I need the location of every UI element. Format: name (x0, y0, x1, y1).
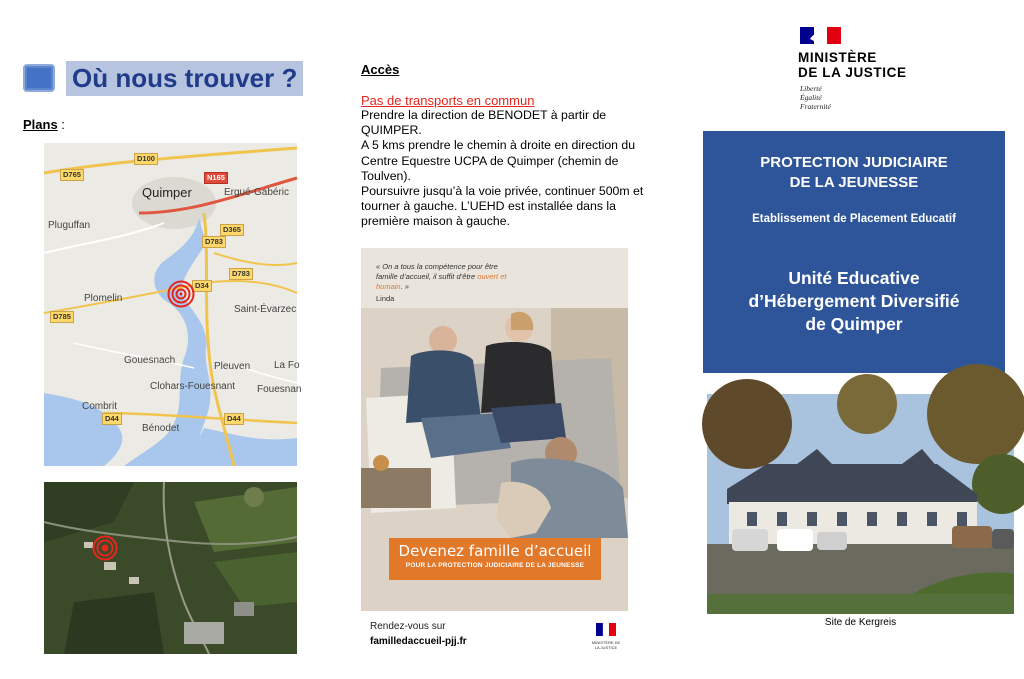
road-badge: D783 (202, 236, 226, 248)
poster-author: Linda (376, 294, 395, 303)
poster-banner-title: Devenez famille d’accueil (398, 542, 592, 560)
satellite-map[interactable] (44, 482, 297, 654)
road-map[interactable] (44, 143, 302, 466)
pjj-heading: PROTECTION JUDICIAIRE DE LA JEUNESSE (760, 154, 948, 191)
map-place-label: Pluguffan (48, 220, 91, 231)
site-photo (707, 394, 1014, 614)
road-badge: D44 (224, 413, 244, 425)
road-badge: D783 (229, 268, 253, 280)
plans-label (23, 117, 65, 132)
ministry-name (798, 50, 907, 80)
map-place-label: Saint-Évarzec (234, 304, 297, 315)
section-title: Où nous trouver ? (66, 61, 303, 96)
road-badge: D765 (60, 169, 84, 181)
map-place-label: La Fo (274, 360, 300, 371)
motto-liberte: Liberté (800, 84, 822, 93)
poster-banner-subtitle: POUR LA PROTECTION JUDICIAIRE DE LA JEUNESSE (405, 562, 585, 569)
map-place-label: Pleuven (214, 361, 251, 372)
poster-quote-accent: ouvert et humain (376, 272, 507, 291)
motto-fraternite: Fraternité (800, 102, 831, 111)
mini-logo-caption: MINISTÈRE DE LA JUSTICE (591, 640, 621, 650)
ministry-motto (800, 84, 831, 111)
map-place-label: Combrit (82, 401, 118, 412)
marianne-flag-icon (800, 27, 841, 44)
road-badge: N165 (204, 172, 228, 184)
poster-banner (389, 538, 601, 580)
ministry-mini-logo-icon (596, 623, 616, 636)
map-place-label: Ergué-Gabéric (224, 187, 290, 198)
road-badge: D44 (102, 413, 122, 425)
plans-label-text: Plans (23, 117, 58, 132)
road-badge: D365 (220, 224, 244, 236)
map-place-label: Clohars-Fouesnant (150, 381, 236, 392)
map-place-label: Bénodet (142, 423, 180, 434)
road-badge: D34 (192, 280, 212, 292)
website-link[interactable]: familledaccueil-pjj.fr (370, 636, 467, 647)
map-place-label: Gouesnach (124, 355, 176, 366)
satellite-graphics (44, 482, 297, 654)
pjj-subheading: Etablissement de Placement Educatif (752, 213, 956, 225)
target-marker-icon (92, 535, 118, 561)
pjj-unit-name: Unité Educative d’Hébergement Diversifié de Quimper (748, 268, 960, 334)
motto-egalite: Égalité (800, 93, 822, 102)
target-marker-icon (167, 280, 195, 308)
ministry-name-line2: DE LA JUSTICE (798, 65, 907, 80)
poster-quote-end: . » (400, 282, 409, 291)
photo-caption: Site de Kergreis (824, 617, 897, 628)
directions-text: Prendre la direction de BENODET à partir de QUIMPER. A 5 kms prendre le chemin à droite en direction du Centre Equestre UCPA de Quimper (chemin de Toulven). Poursuivre jusqu’à la voie privée, continuer 500m et tourner à gauche. L’UEHD est installée dans la première maison à gauche. (361, 108, 644, 229)
site-photo-graphics (707, 394, 1014, 614)
road-badge: D785 (50, 311, 74, 323)
no-transport-note: Pas de transports en commun (361, 93, 535, 108)
section-marker-icon (23, 64, 55, 92)
rdv-text: Rendez-vous sur (370, 621, 446, 632)
foster-family-poster (361, 248, 628, 611)
road-badge: D100 (134, 153, 158, 165)
map-place-label: Plomelin (84, 293, 123, 304)
acces-title: Accès (361, 62, 400, 77)
pjj-info-box (703, 131, 1005, 373)
poster-quote-start: « On a tous la compétence pour être famille d’accueil, il suffit d’être (376, 262, 498, 281)
map-place-label: Fouesnan (257, 384, 302, 395)
ministry-name-line1: MINISTÈRE (798, 50, 877, 65)
poster-quote (376, 262, 516, 292)
plans-label-suffix: : (57, 117, 65, 132)
map-place-label: Quimper (142, 185, 192, 200)
